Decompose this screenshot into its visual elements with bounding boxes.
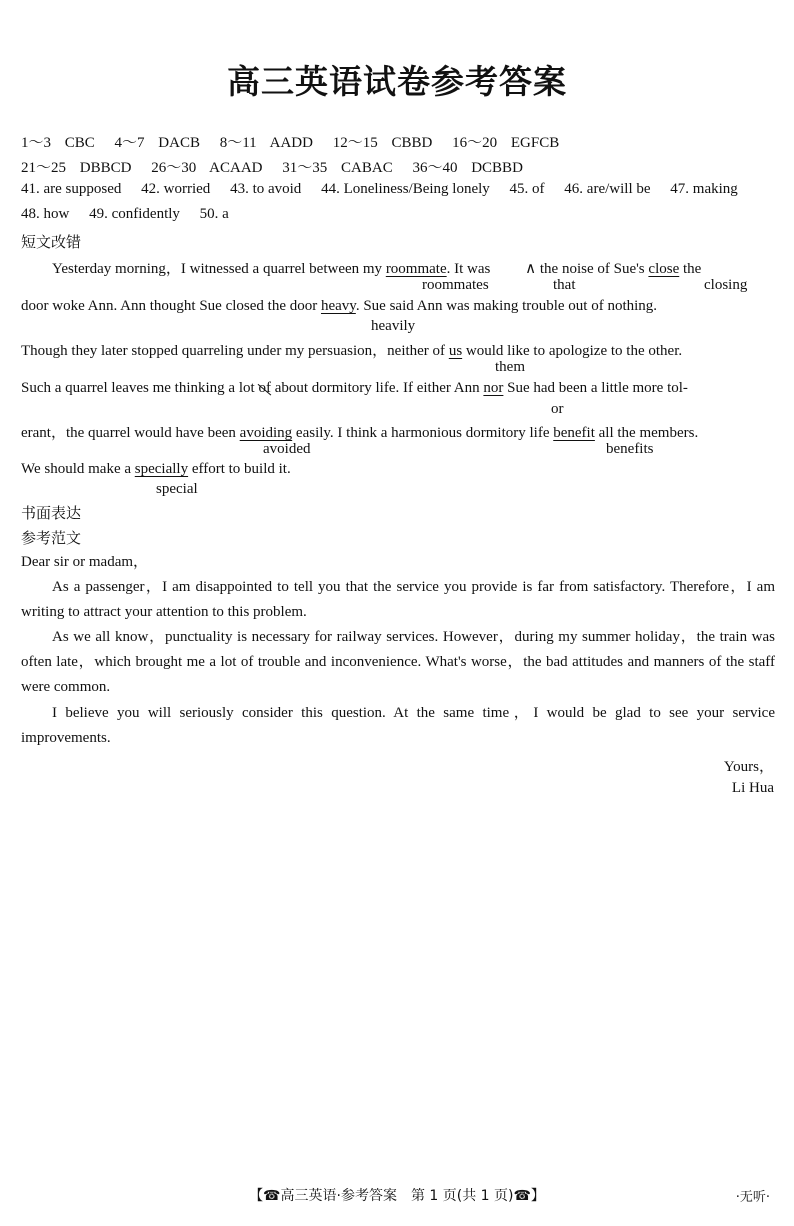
text: all the members. xyxy=(594,425,699,441)
answer-row-1 xyxy=(21,131,575,152)
answer-item: 46. are/will be xyxy=(564,181,651,197)
answer-item: 45. of xyxy=(509,181,545,197)
correction-line-2 xyxy=(21,298,776,315)
letter-paragraph-2: As we all know，punctuality is necessary for railway services. However，during my summer holiday，the train was often late，which brought me a lot of trouble and inconvenience. What's worse，the bad attitudes and manners of the staff were common. xyxy=(21,629,775,695)
answer-item: 50. a xyxy=(199,206,229,222)
correction-word: them xyxy=(495,359,525,375)
text: easily. I think a harmonious dormitory life xyxy=(292,425,554,441)
text: Sue had been a little more tol- xyxy=(503,380,688,396)
answer-item: 42. worried xyxy=(141,181,211,197)
answer-row-4 xyxy=(21,206,239,223)
answer-row-3 xyxy=(21,181,748,198)
correction-word: avoided xyxy=(263,441,311,457)
error-word: avoiding xyxy=(239,425,293,441)
letter-paragraph-1: As a passenger，I am disappointed to tell you that the service you provide is far from satisfactory. Therefore，I am writing to attract your attention to this problem. xyxy=(21,579,775,620)
sample-essay-heading: 参考范文 xyxy=(21,529,82,547)
error-word: close xyxy=(648,261,680,277)
page-footer: 【☎高三英语·参考答案 第 1 页(共 1 页)☎】 xyxy=(249,1188,545,1204)
section-heading-correction: 短文改错 xyxy=(21,233,82,251)
error-word: us xyxy=(448,343,463,359)
answer-letters: CBBD xyxy=(391,135,433,151)
answer-range: 26～30 xyxy=(151,160,197,176)
answer-item: 48. how xyxy=(21,206,70,222)
answer-item: 49. confidently xyxy=(89,206,180,222)
error-word: specially xyxy=(134,461,189,477)
correction-line-1 xyxy=(21,257,776,278)
answer-item: 43. to avoid xyxy=(230,181,302,197)
section-heading-writing: 书面表达 xyxy=(21,504,82,522)
text: Though they later stopped quarreling under my persuasion，neither of xyxy=(21,343,449,359)
answer-letters: DACB xyxy=(158,135,200,151)
answer-range: 21～25 xyxy=(21,160,67,176)
correction-word: closing xyxy=(704,277,748,293)
text: effort to build it. xyxy=(188,461,291,477)
text: erant，the quarrel would have been xyxy=(21,425,240,441)
answer-letters: CBC xyxy=(64,135,95,151)
text: about dormitory life. If either Ann xyxy=(270,380,484,396)
correction-line-6 xyxy=(21,461,776,478)
answer-range: 36～40 xyxy=(412,160,458,176)
answer-letters: DBBCD xyxy=(79,160,132,176)
text: We should make a xyxy=(21,461,135,477)
correction-word: that xyxy=(553,277,576,293)
error-word: nor xyxy=(483,380,504,396)
correction-line-5 xyxy=(21,421,776,442)
answer-item: 47. making xyxy=(670,181,738,197)
text: Such a quarrel leaves me thinking a lot xyxy=(21,380,259,396)
answer-range: 31～35 xyxy=(282,160,328,176)
answer-range: 16～20 xyxy=(452,135,498,151)
letter-paragraph-3: I believe you will seriously consider this question. At the same time，I would be glad to see your service improvements. xyxy=(21,705,775,746)
text: . Sue said Ann was making trouble out of nothing. xyxy=(355,298,658,314)
answer-letters: CABAC xyxy=(341,160,393,176)
letter-closing: Yours， xyxy=(723,759,774,775)
text: door woke Ann. Ann thought Sue closed the door xyxy=(21,298,321,314)
correction-line-4 xyxy=(21,380,776,397)
letter-greeting: Dear sir or madam， xyxy=(21,554,149,570)
answer-range: 8～11 xyxy=(219,135,257,151)
letter-signature: Li Hua xyxy=(731,780,774,796)
answer-row-2 xyxy=(21,156,539,177)
error-word: roommate xyxy=(385,261,447,277)
text: the xyxy=(679,261,702,277)
correction-word: special xyxy=(156,481,198,497)
correction-word: heavily xyxy=(371,318,416,334)
answer-item: 41. are supposed xyxy=(21,181,122,197)
text: Yesterday morning，I witnessed a quarrel between my xyxy=(52,261,386,277)
footer-mark: ·无听· xyxy=(735,1190,770,1205)
answer-range: 12～15 xyxy=(332,135,378,151)
page-title: 高三英语试卷参考答案 xyxy=(227,62,567,101)
text: . It was xyxy=(446,261,495,277)
text: would like to apologize to the other. xyxy=(462,343,683,359)
answer-range: 1～3 xyxy=(21,135,52,151)
text: the noise of Sue's xyxy=(536,261,649,277)
correction-word: benefits xyxy=(606,441,654,457)
error-word: benefit xyxy=(553,425,595,441)
answer-letters: AADD xyxy=(269,135,313,151)
answer-range: 4～7 xyxy=(114,135,145,151)
correction-line-3 xyxy=(21,339,776,360)
correction-word: roommates xyxy=(422,277,489,293)
error-word: heavy xyxy=(320,298,356,314)
deleted-word: of xyxy=(258,380,271,396)
answer-letters: EGFCB xyxy=(510,135,560,151)
answer-letters: DCBBD xyxy=(471,160,523,176)
answer-letters: ACAAD xyxy=(209,160,263,176)
insert-mark: ∧ xyxy=(525,261,537,277)
answer-item: 44. Loneliness/Being lonely xyxy=(321,181,490,197)
correction-word: or xyxy=(551,401,564,417)
